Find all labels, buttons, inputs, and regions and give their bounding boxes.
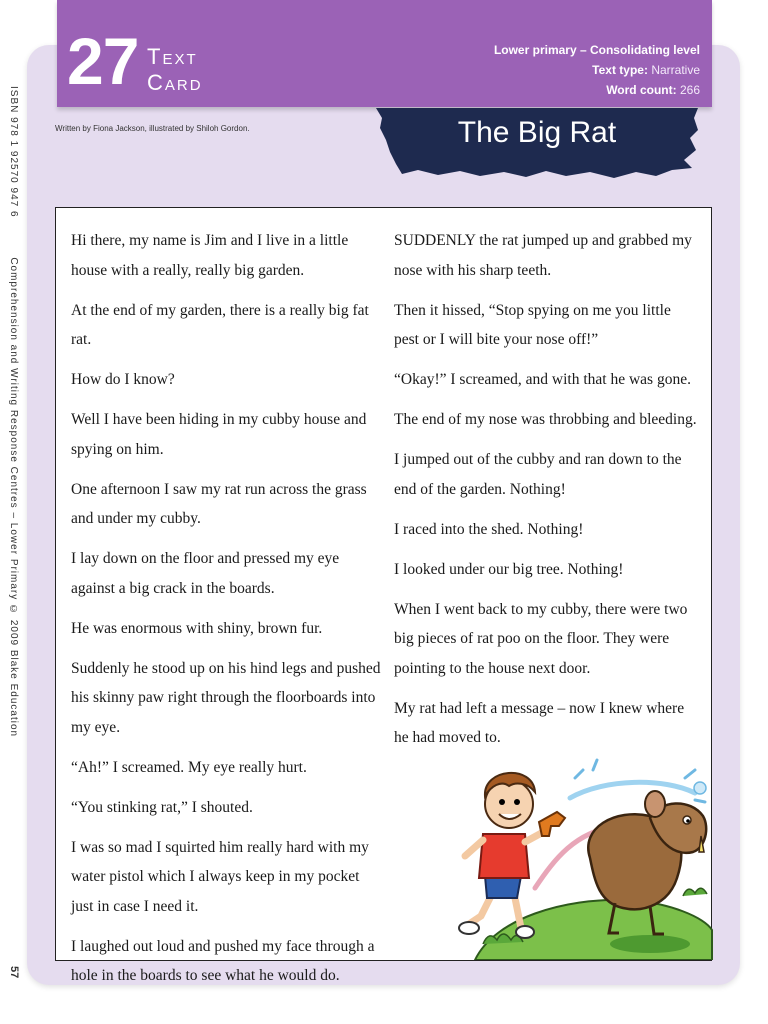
story-paragraph: Hi there, my name is Jim and I live in a little house with a really, really big garden. <box>71 232 349 279</box>
header-band <box>57 0 712 107</box>
credits: Written by Fiona Jackson, illustrated by Shiloh Gordon. <box>55 124 250 133</box>
story-paragraph: “You stinking rat,” I shouted. <box>71 798 253 816</box>
word-count-line <box>494 80 700 100</box>
word-count-value: 266 <box>679 83 700 97</box>
side-margin-text <box>8 86 19 737</box>
card-label-card: Card <box>147 70 203 95</box>
story-paragraph: He was enormous with shiny, brown fur. <box>71 619 323 637</box>
story-paragraph: One afternoon I saw my rat run across the grass and under my cubby. <box>71 480 367 527</box>
story-paragraph: Well I have been hiding in my cubby house and spying on him. <box>71 411 367 458</box>
story-paragraph: How do I know? <box>71 371 175 388</box>
story-column-left <box>71 226 381 1001</box>
story-paragraph: I jumped out of the cubby and ran down to the end of the garden. Nothing! <box>394 451 682 498</box>
boy-and-rat-illustration <box>455 748 713 960</box>
text-type-label: Text type: <box>592 63 648 77</box>
story-paragraph: When I went back to my cubby, there were two big pieces of rat poo on the floor. They were pointing to the house next door. <box>394 600 688 677</box>
story-column-right <box>394 226 699 763</box>
story-paragraph: Suddenly he stood up on his hind legs and pushed his skinny paw right through the floorboards into my eye. <box>71 659 381 736</box>
page-number: 57 <box>8 966 20 979</box>
story-paragraph: I laughed out loud and pushed my face through a hole in the boards to see what he would do. <box>71 937 375 984</box>
isbn: ISBN 978 1 92570 947 6 <box>8 86 19 218</box>
story-paragraph: I looked under our big tree. Nothing! <box>394 560 624 578</box>
story-paragraph: At the end of my garden, there is a really big fat rat. <box>71 301 369 348</box>
card-label-text: Text <box>147 44 198 69</box>
text-type-line <box>494 60 700 80</box>
story-paragraph: My rat had left a message – now I knew where he had moved to. <box>394 699 685 746</box>
series-copyright: Comprehension and Writing Response Centres – Lower Primary © 2009 Blake Education <box>8 257 19 738</box>
title-banner <box>376 108 698 180</box>
story-paragraph: SUDDENLY the rat jumped up and grabbed my nose with his sharp teeth. <box>394 232 692 279</box>
level-text: Lower primary – Consolidating level <box>493 43 700 57</box>
card-number: 27 <box>67 24 139 98</box>
story-paragraph: I was so mad I squirted him really hard with my water pistol which I always keep in my pocket just in case I need it. <box>71 838 369 915</box>
text-type-value: Narrative <box>651 63 700 77</box>
story-paragraph: “Ah!” I screamed. My eye really hurt. <box>71 758 307 776</box>
story-paragraph: The end of my nose was throbbing and bleeding. <box>394 411 697 428</box>
story-paragraph: “Okay!” I screamed, and with that he was gone. <box>394 371 691 388</box>
card-meta <box>494 40 700 100</box>
card-label <box>147 44 203 96</box>
word-count-label: Word count: <box>606 83 677 97</box>
story-title: The Big Rat <box>457 116 617 149</box>
story-paragraph: I lay down on the floor and pressed my eye against a big crack in the boards. <box>71 550 340 597</box>
story-paragraph: I raced into the shed. Nothing! <box>394 520 584 538</box>
story-paragraph: Then it hissed, “Stop spying on me you little pest or I will bite your nose off!” <box>394 301 671 348</box>
